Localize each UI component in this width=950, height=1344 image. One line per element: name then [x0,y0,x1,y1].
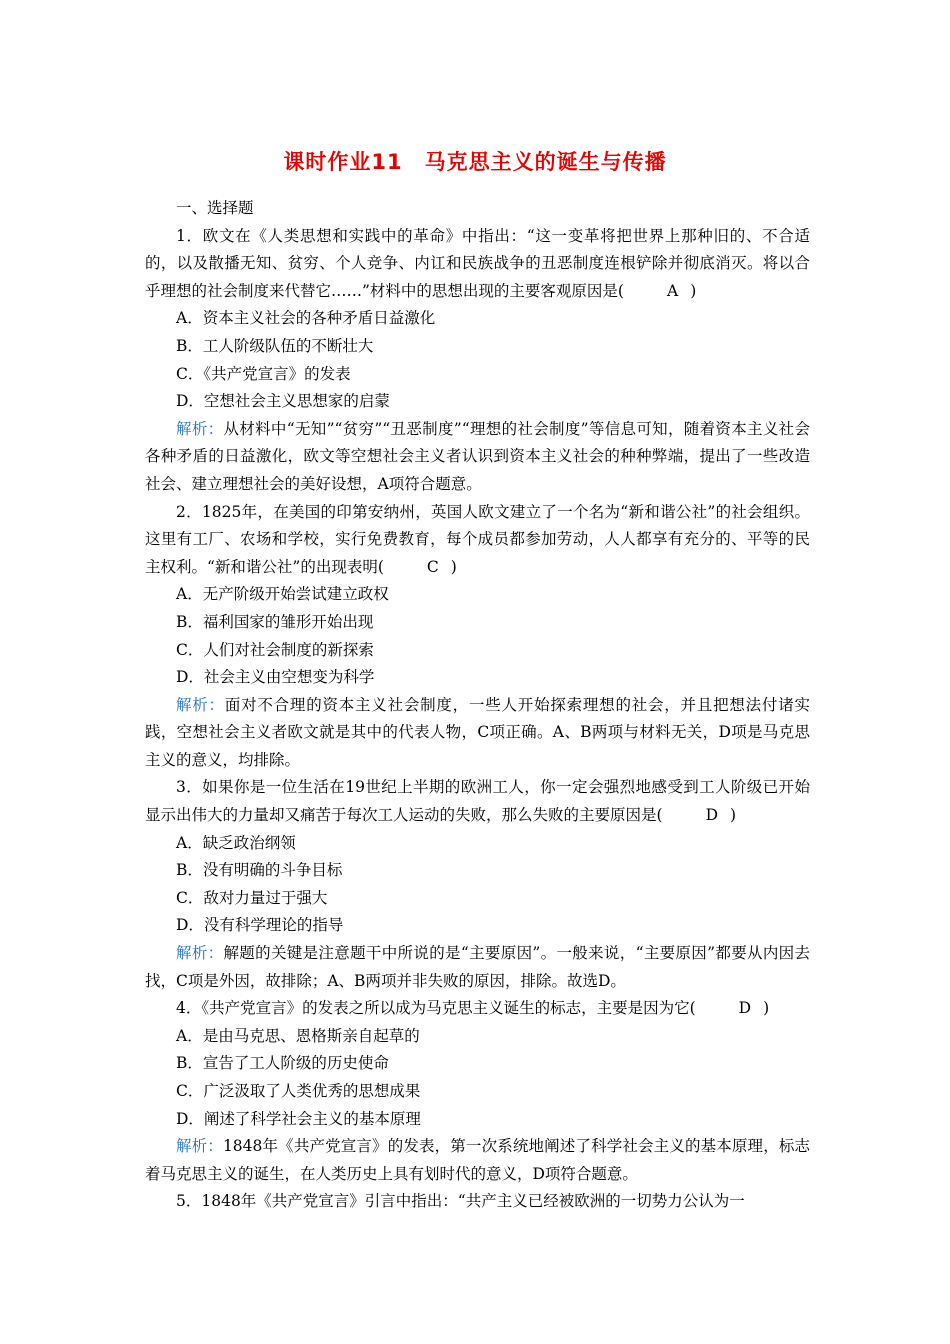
analysis-text: 面对不合理的资本主义社会制度，一些人开始探索理想的社会，并且把想法付诸实践，空想社会主义者欧文就是其中的代表人物，C项正确。A、B两项与材料无关，D项是马克思主义的意义，均排除。 [145,695,810,769]
answer-letter: D [738,999,752,1018]
option-b: B．没有明确的斗争目标 [176,861,343,880]
question-4 [145,995,810,1188]
option-c: C．广泛汲取了人类优秀的思想成果 [176,1082,421,1100]
question-5-stem: 5．1848年《共产党宣言》引言中指出：“共产主义已经被欧洲的一切势力公认为一 [176,1192,745,1211]
stem-close: ) [690,281,697,300]
question-1 [145,223,810,499]
question-stem [145,995,810,1023]
stem-close: ) [763,999,770,1018]
analysis-text: 从材料中“无知”“贫穷”“丑恶制度”“理想的社会制度”等信息可知，随着资本主义社会各种矛盾的日益激化，欧文等空想社会主义者认识到资本主义社会的种种弊端，提出了一些改造社会、建立理想社会的美好设想，A项符合题意。 [145,419,810,493]
question-stem [145,499,810,582]
content [145,195,810,1216]
answer-letter: C [426,557,439,576]
stem-text: 3．如果你是一位生活在19世纪上半期的欧洲工人，你一定会强烈地感受到工人阶级已开始显示出伟大的力量却又痛苦于每次工人运动的失败，那么失败的主要原因是( [145,778,810,825]
analysis [145,416,810,499]
stem-close: ) [730,806,737,825]
option-b: B．福利国家的雏形开始出现 [176,612,374,631]
option-b: B．工人阶级队伍的不断壮大 [176,336,374,355]
option-a: A．缺乏政治纲领 [176,833,296,852]
analysis-label: 解析： [176,944,224,963]
analysis [145,940,810,995]
option-d: D．阐述了科学社会主义的基本原理 [176,1109,421,1128]
analysis-text: 解题的关键是注意题干中所说的是“主要原因”。一般来说，“主要原因”都要从内因去找，C项是外因，故排除；A、B两项并非失败的原因，排除。故选D。 [145,944,810,990]
option-a: A．无产阶级开始尝试建立政权 [176,585,389,604]
option-a: A．是由马克思、恩格斯亲自起草的 [176,1026,420,1045]
question-stem [145,223,810,306]
option-c: C．《共产党宣言》的发表 [176,364,351,383]
analysis-label: 解析： [176,419,224,438]
option-c: C．敌对力量过于强大 [176,888,328,907]
option-d: D．没有科学理论的指导 [176,916,344,935]
answer-letter: D [705,806,718,825]
answer-letter: A [666,281,679,300]
option-b: B．宣告了工人阶级的历史使命 [176,1054,389,1073]
option-a: A．资本主义社会的各种矛盾日益激化 [176,309,436,328]
question-3 [145,774,810,995]
section-heading: 一、选择题 [176,199,254,217]
question-stem [145,774,810,829]
stem-text: 4．《共产党宣言》的发表之所以成为马克思主义诞生的标志，主要是因为它( [176,999,696,1018]
analysis-label: 解析： [176,695,225,714]
stem-text: 1．欧文在《人类思想和实践中的革命》中指出：“这一变革将把世界上那种旧的、不合适的，以及散播无知、贫穷、个人竞争、内讧和民族战争的丑恶制度连根铲除并彻底消灭。将以合乎理想的社会制度来代替它……”材料中的思想出现的主要客观原因是( [145,226,810,300]
analysis [145,692,810,775]
analysis-text: 1848年《共产党宣言》的发表，第一次系统地阐述了科学社会主义的基本原理，标志着马克思主义的诞生，在人类历史上具有划时代的意义，D项符合题意。 [145,1137,810,1183]
question-2 [145,499,810,775]
stem-text: 2．1825年，在美国的印第安纳州，英国人欧文建立了一个名为“新和谐公社”的社会组织。这里有工厂、农场和学校，实行免费教育，每个成员都参加劳动，人人都享有充分的、平等的民主权利。“新和谐公社”的出现表明( [145,502,810,576]
option-c: C．人们对社会制度的新探索 [176,640,374,659]
analysis [145,1133,810,1188]
option-d: D．空想社会主义思想家的启蒙 [176,392,390,411]
analysis-label: 解析： [176,1137,223,1156]
option-d: D．社会主义由空想变为科学 [176,668,375,687]
stem-close: ) [450,557,457,576]
page-title: 课时作业11 马克思主义的诞生与传播 [283,150,667,174]
